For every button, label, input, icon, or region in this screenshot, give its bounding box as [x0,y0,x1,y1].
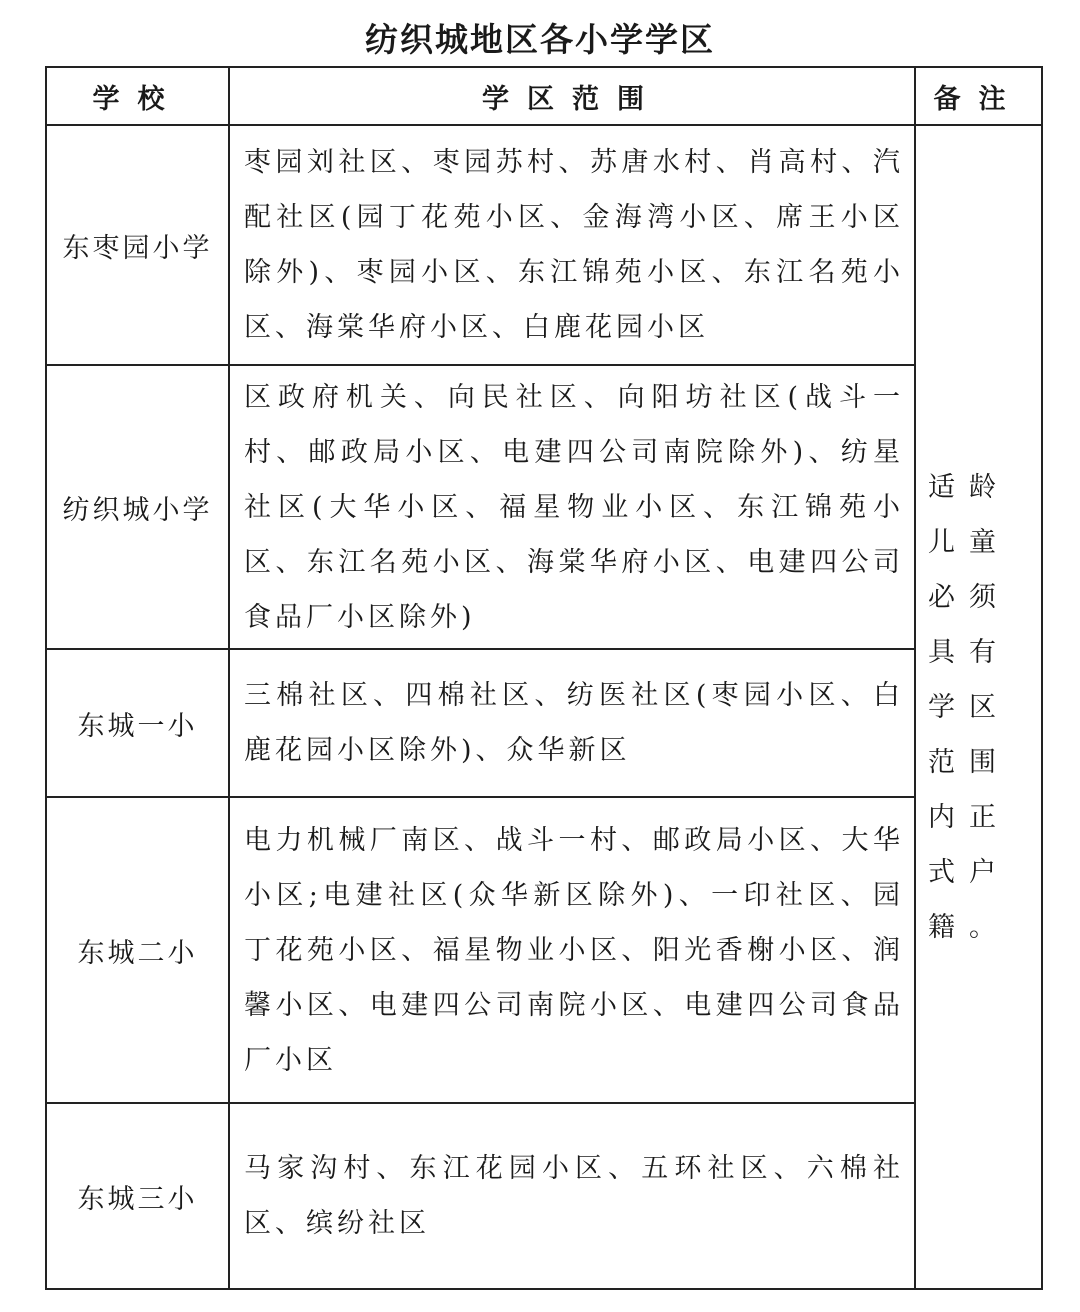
school-name: 东城三小 [46,1103,229,1289]
table-row [46,365,1042,649]
table-row [46,125,1042,365]
header-note: 备注 [915,67,1042,125]
table-row [46,1103,1042,1289]
school-name: 纺织城小学 [46,365,229,649]
district-range: 马家沟村、东江花园小区、五环社区、六棉社区、缤纷社区 [229,1103,915,1289]
school-name: 东枣园小学 [46,125,229,365]
table-row [46,797,1042,1103]
remarks-cell: 适龄儿童必须具有学区范围内正式户籍。 [915,125,1042,1289]
school-name: 东城二小 [46,797,229,1103]
school-district-table [45,66,1043,1290]
district-range: 电力机械厂南区、战斗一村、邮政局小区、大华小区;电建社区(众华新区除外)、一印社区、园丁花苑小区、福星物业小区、阳光香榭小区、润馨小区、电建四公司南院小区、电建四公司食品厂小区 [229,797,915,1103]
district-range: 区政府机关、向民社区、向阳坊社区(战斗一村、邮政局小区、电建四公司南院除外)、纺星社区(大华小区、福星物业小区、东江锦苑小区、东江名苑小区、海棠华府小区、电建四公司食品厂小区除外) [229,365,915,649]
district-range: 三棉社区、四棉社区、纺医社区(枣园小区、白鹿花园小区除外)、众华新区 [229,649,915,797]
table-row [46,649,1042,797]
header-school: 学校 [46,67,229,125]
table-header-row [46,67,1042,125]
header-range: 学区范围 [229,67,915,125]
page-title: 纺织城地区各小学学区 [365,20,715,59]
school-name: 东城一小 [46,649,229,797]
district-range: 枣园刘社区、枣园苏村、苏唐水村、肖高村、汽配社区(园丁花苑小区、金海湾小区、席王小区除外)、枣园小区、东江锦苑小区、东江名苑小区、海棠华府小区、白鹿花园小区 [229,125,915,365]
